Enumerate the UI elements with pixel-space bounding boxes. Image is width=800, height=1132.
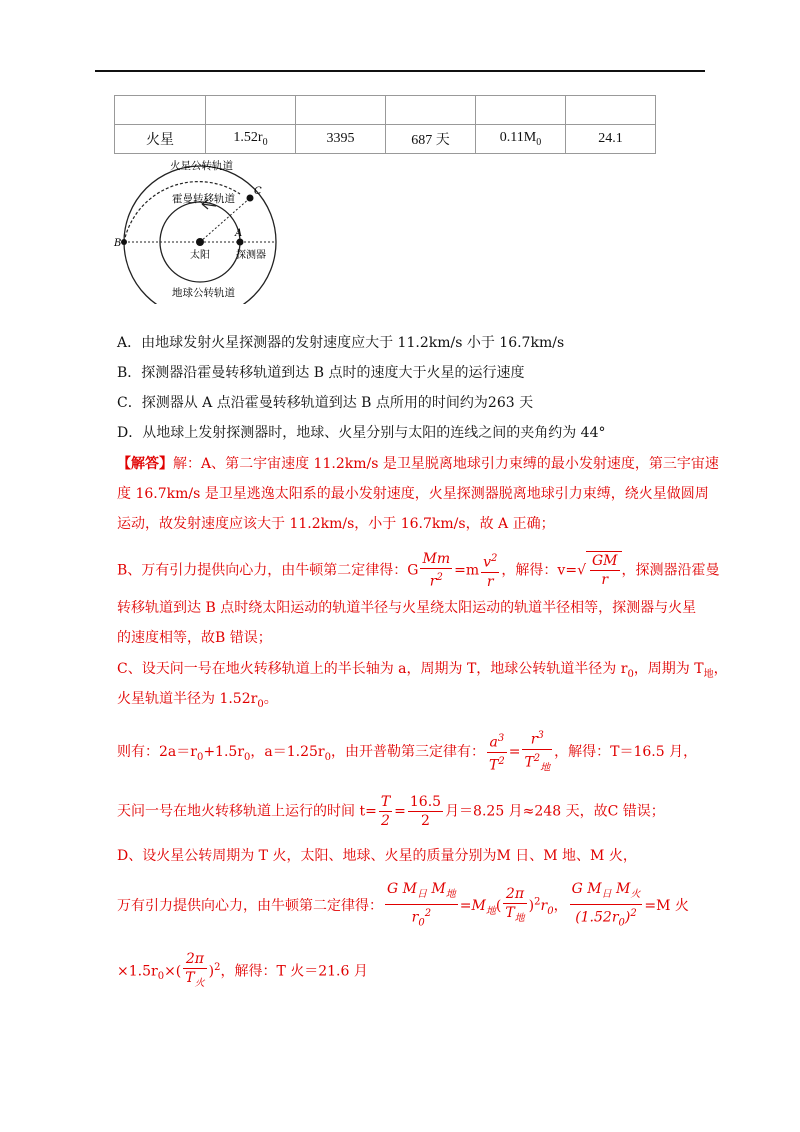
answer-line-4: B、万有引力提供向心力，由牛顿第二定律得：G $\frac{Mm}{r^2}$ =m $\frac{v^2}{r}$ ，解得：v=√ $\frac{GM}{r}$ ，探测器沿霍曼 [117, 551, 720, 590]
answer-line-13: $\times 1.5r_0\times$( $\frac{2\pi}{T_火}$ )$^2$，解得：T 火＝21.6 月 [117, 951, 368, 989]
transfer-orbit-arc [124, 182, 243, 242]
point-c-dot [247, 195, 254, 202]
cell-name: 火星 [115, 125, 206, 154]
sun-dot [196, 238, 204, 246]
answer-line-1: 【解答】解：A、第二宇宙速度 11.2km/s 是卫星脱离地球引力束缚的最小发射速度，第三宇宙速 [117, 456, 719, 472]
label-c: C [254, 186, 262, 197]
label-mars-orbit: 火星公转轨道 [170, 160, 233, 172]
cell-last: 24.1 [566, 125, 656, 154]
table-row-mars [115, 125, 656, 154]
cell-value: 3395 [296, 125, 386, 154]
header-rule [95, 70, 705, 72]
orbit-diagram [112, 154, 287, 304]
option-a: A．由地球发射火星探测器的发射速度应大于 11.2km/s 小于 16.7km/s [117, 335, 565, 351]
answer-line-12: 万有引力提供向心力，由牛顿第二定律得： $\frac{G M_日 M_地}{r_0^2}$ $=M_地$( $\frac{2\pi}{T_地}$ )$^2r_0$， $\frac{G M_日 M_火}{(1.52r_0)^2}$ =M 火 [117, 881, 689, 929]
label-hohmann-orbit: 霍曼转移轨道 [172, 193, 235, 205]
cell-mass: $0.11M_0$ [476, 125, 566, 154]
label-sun: 太阳 [190, 250, 210, 261]
answer-line-8: 火星轨道半径为 $1.52r_0$。 [117, 691, 278, 710]
option-b: B．探测器沿霍曼转移轨道到达 B 点时的速度大于火星的运行速度 [117, 365, 525, 381]
answer-line-2: 度 16.7km/s 是卫星逃逸太阳系的最小发射速度，火星探测器脱离地球引力束缚，绕火星做圆周 [117, 486, 709, 502]
answer-line-10: 天问一号在地火转移轨道上运行的时间 t= $\frac{T}{2}$ = $\frac{16.5}{2}$ 月＝8.25 月≈248 天，故C 错误； [117, 794, 665, 829]
point-b-dot [121, 239, 127, 245]
answer-line-7: C、设天问一号在地火转移轨道上的半长轴为 a，周期为 T，地球公转轨道半径为 $r_0$，周期为 $T_地$， [117, 661, 728, 680]
answer-line-11: D、设火星公转周期为 T 火，太阳、地球、火星的质量分别为M 日、M 地、M 火， [117, 848, 637, 864]
option-c: C．探测器从 A 点沿霍曼转移轨道到达 B 点所用的时间约为263 天 [117, 395, 534, 411]
cell-radius: $1.52r_0$ [206, 125, 296, 154]
label-b: B [114, 238, 122, 249]
label-probe: 探测器 [236, 250, 266, 261]
answer-line-5: 转移轨道到达 B 点时绕太阳运动的轨道半径与火星绕太阳运动的轨道半径相等，探测器与火星 [117, 600, 697, 616]
option-d: D．从地球上发射探测器时，地球、火星分别与太阳的连线之间的夹角约为 44° [117, 425, 606, 441]
answer-line-3: 运动，故发射速度应该大于 11.2km/s，小于 16.7km/s，故 A 正确； [117, 516, 555, 532]
label-earth-orbit: 地球公转轨道 [172, 287, 235, 299]
label-a: A [235, 228, 243, 239]
answer-line-9: 则有：$2a=r_0+1.5r_0$，$a=1.25r_0$，由开普勒第三定律有： $\frac{a^3}{T^2}$ = $\frac{r^3}{T^2_地}$ ，解得：T＝16.5 月， [117, 727, 697, 777]
answer-line-6: 的速度相等，故B 错误； [117, 630, 272, 646]
cell-period: 687 天 [386, 125, 476, 154]
table-row-empty [115, 96, 656, 125]
probe-dot [237, 239, 244, 246]
planet-table [114, 95, 656, 154]
